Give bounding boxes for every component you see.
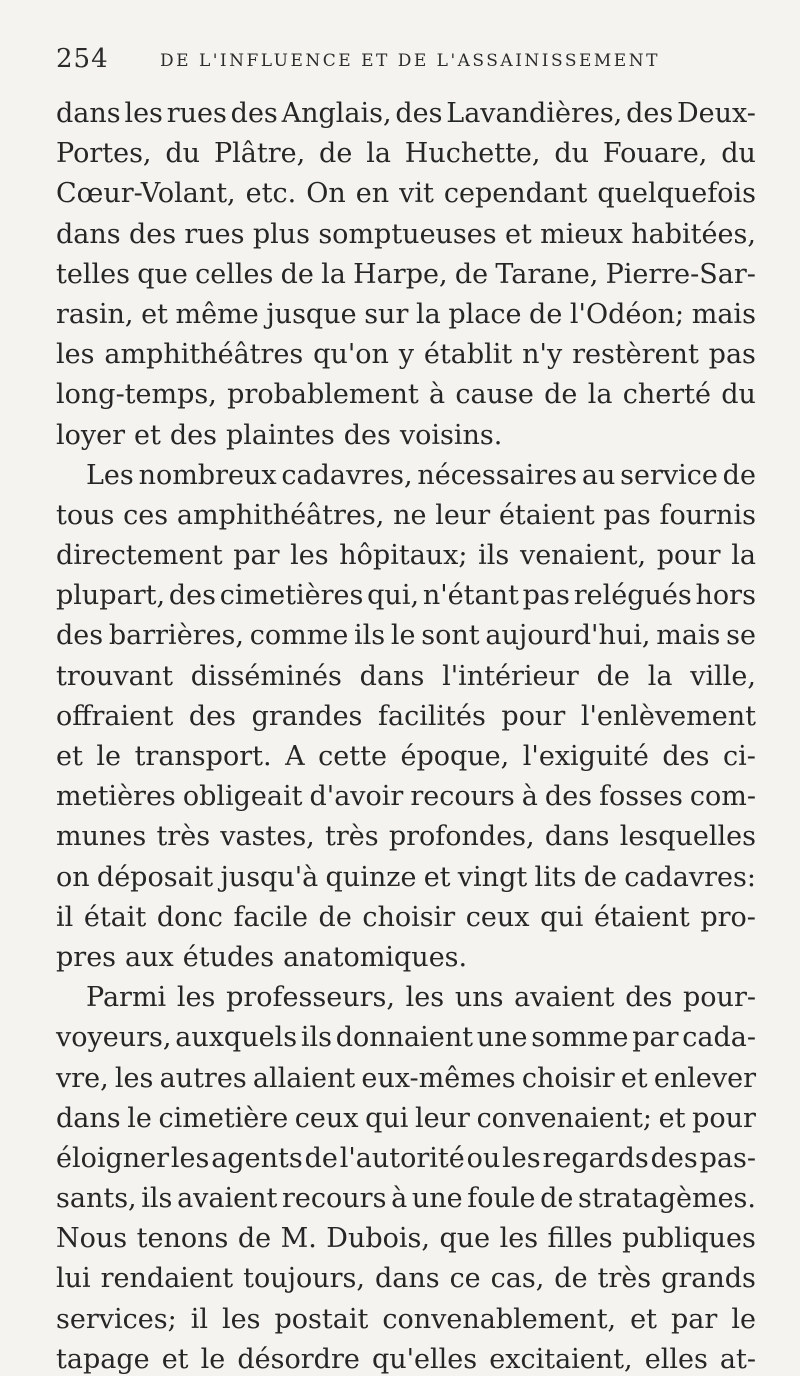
- running-title: DE L'INFLUENCE ET DE L'ASSAINISSEMENT: [160, 51, 660, 71]
- text-line: sants, ils avaient recours à une foule de stratagèmes.: [56, 1183, 756, 1215]
- text-line: rasin, et même jusque sur la place de l'Odéon; mais: [56, 298, 756, 330]
- text-line: des barrières, comme ils le sont aujourd'hui, mais se: [56, 620, 756, 652]
- body-text: [56, 94, 756, 1376]
- text-line: offraient des grandes facilités pour l'enlèvement: [56, 700, 756, 732]
- text-line: telles que celles de la Harpe, de Tarane, Pierre-Sar-: [56, 258, 756, 290]
- text-line: Nous tenons de M. Dubois, que les filles publiques: [56, 1223, 756, 1255]
- text-line: services; il les postait convenablement, et par le: [56, 1303, 756, 1335]
- text-line: on déposait jusqu'à quinze et vingt lits de cadavres:: [56, 861, 756, 893]
- text-line: il était donc facile de choisir ceux qui étaient pro-: [56, 901, 756, 933]
- text-line: metières obligeait d'avoir recours à des fosses com-: [56, 781, 756, 813]
- text-line: et le transport. A cette époque, l'exiguité des ci-: [56, 741, 756, 772]
- text-line: Portes, du Plâtre, de la Huchette, du Fouare, du: [56, 138, 756, 170]
- text-line: dans les rues des Anglais, des Lavandières, des Deux-: [56, 98, 756, 129]
- text-line: Parmi les professeurs, les uns avaient des pour-: [86, 982, 756, 1014]
- text-line: Les nombreux cadavres, nécessaires au service de: [86, 459, 756, 491]
- text-line: long-temps, probablement à cause de la cherté du: [56, 379, 756, 411]
- text-line: vre, les autres allaient eux-mêmes choisir et enlever: [56, 1062, 756, 1094]
- text-line: dans le cimetière ceux qui leur convenaient; et pour: [56, 1102, 756, 1134]
- text-line: Cœur-Volant, etc. On en vit cependant quelquefois: [56, 178, 756, 210]
- text-line: pres aux études anatomiques.: [56, 941, 468, 973]
- text-line: dans des rues plus somptueuses et mieux habitées,: [56, 218, 756, 250]
- text-line: trouvant disséminés dans l'intérieur de la ville,: [56, 660, 756, 692]
- page-number: 254: [56, 44, 109, 74]
- text-line: munes très vastes, très profondes, dans lesquelles: [56, 821, 756, 853]
- text-line: éloigner les agents de l'autorité ou les regards des pas-: [56, 1142, 756, 1174]
- text-line: voyeurs, auxquels ils donnaient une somme par cada-: [56, 1022, 756, 1054]
- text-line: tous ces amphithéâtres, ne leur étaient pas fournis: [56, 499, 756, 531]
- page-header: [56, 44, 756, 84]
- text-line: plupart, des cimetières qui, n'étant pas relégués hors: [56, 580, 756, 612]
- text-line: loyer et des plaintes des voisins.: [56, 419, 503, 451]
- text-line: tapage et le désordre qu'elles excitaient, elles at-: [56, 1343, 756, 1375]
- text-line: directement par les hôpitaux; ils venaient, pour la: [56, 540, 756, 572]
- text-line: lui rendaient toujours, dans ce cas, de très grands: [56, 1263, 756, 1295]
- text-line: les amphithéâtres qu'on y établit n'y restèrent pas: [56, 339, 756, 371]
